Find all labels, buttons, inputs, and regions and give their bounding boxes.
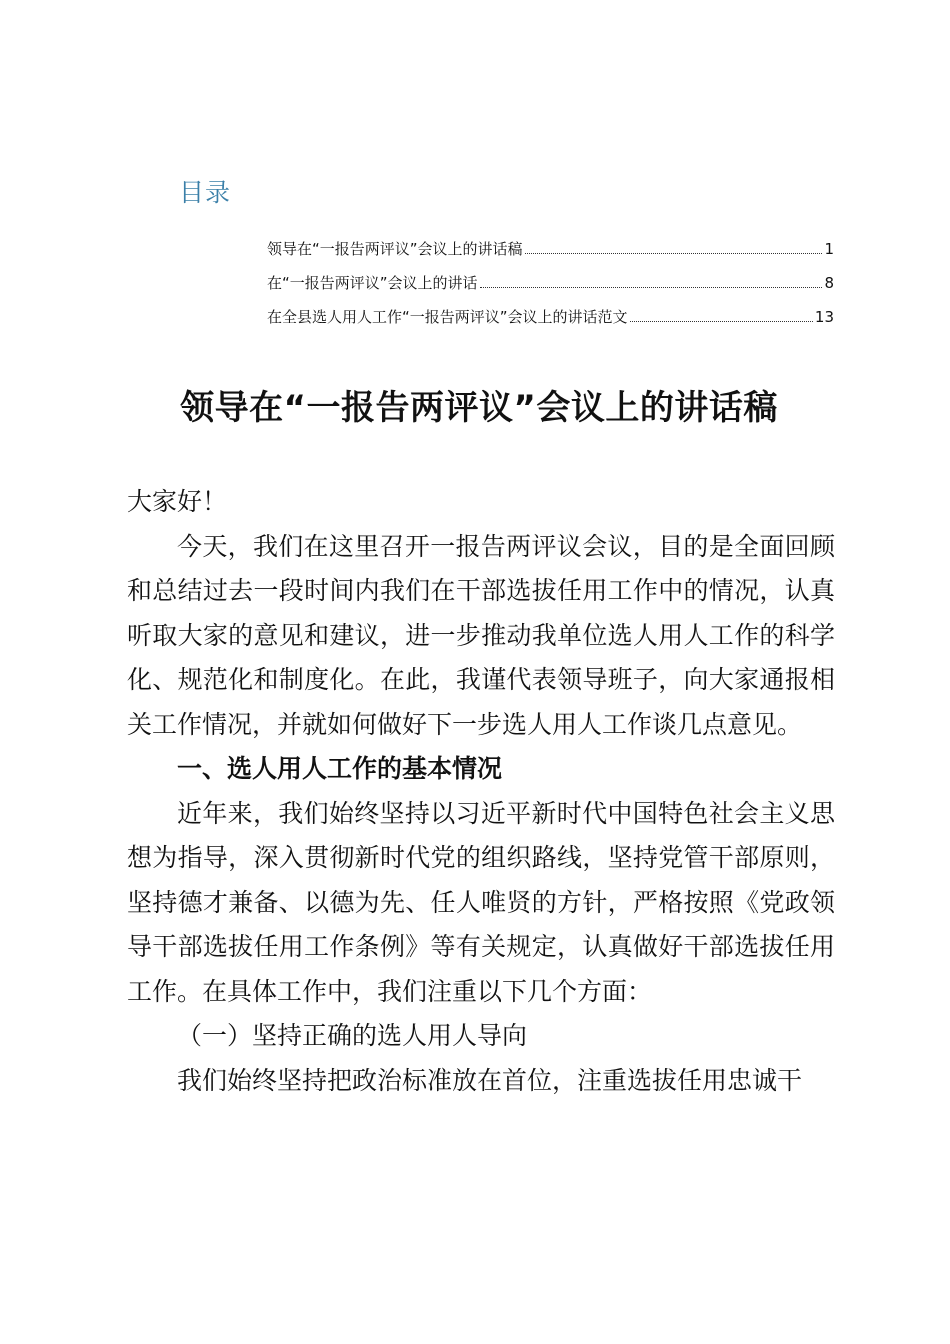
document-title: 领导在“一报告两评议”会议上的讲话稿 [180, 388, 778, 428]
document-body [127, 480, 835, 1103]
paragraph: 近年来，我们始终坚持以习近平新时代中国特色社会主义思想为指导，深入贯彻新时代党的组织路线，坚持党管干部原则，坚持德才兼备、以德为先、任人唯贤的方针，严格按照《党政领导干部选拔任用工作条例》等有关规定，认真做好干部选拔任用工作。在具体工作中，我们注重以下几个方面： [127, 798, 835, 1006]
table-of-contents [267, 236, 834, 338]
toc-entry-page: 8 [824, 274, 834, 292]
toc-entry[interactable] [267, 304, 834, 338]
toc-dot-leader [525, 237, 823, 254]
toc-entry-page: 13 [814, 308, 834, 326]
greeting: 大家好！ [127, 487, 228, 516]
paragraph: 我们始终坚持把政治标准放在首位，注重选拔任用忠诚干 [177, 1065, 803, 1095]
toc-dot-leader [480, 271, 823, 288]
section-heading: 一、选人用人工作的基本情况 [177, 754, 503, 783]
toc-entry-title: 在“一报告两评议”会议上的讲话 [267, 274, 478, 292]
toc-heading: 目录 [179, 178, 232, 207]
toc-dot-leader [630, 305, 813, 322]
toc-entry-title: 领导在“一报告两评议”会议上的讲话稿 [267, 240, 523, 258]
toc-entry-page: 1 [824, 240, 834, 258]
paragraph: 今天，我们在这里召开一报告两评议会议，目的是全面回顾和总结过去一段时间内我们在干部选拔任用工作中的情况，认真听取大家的意见和建议，进一步推动我单位选人用人工作的科学化、规范化和制度化。在此，我谨代表领导班子，向大家通报相关工作情况，并就如何做好下一步选人用人工作谈几点意见。 [127, 531, 835, 739]
toc-entry-title: 在全县选人用人工作“一报告两评议”会议上的讲话范文 [267, 308, 628, 326]
toc-entry[interactable] [267, 236, 834, 270]
subsection-heading: （一）坚持正确的选人用人导向 [177, 1021, 528, 1050]
toc-entry[interactable] [267, 270, 834, 304]
